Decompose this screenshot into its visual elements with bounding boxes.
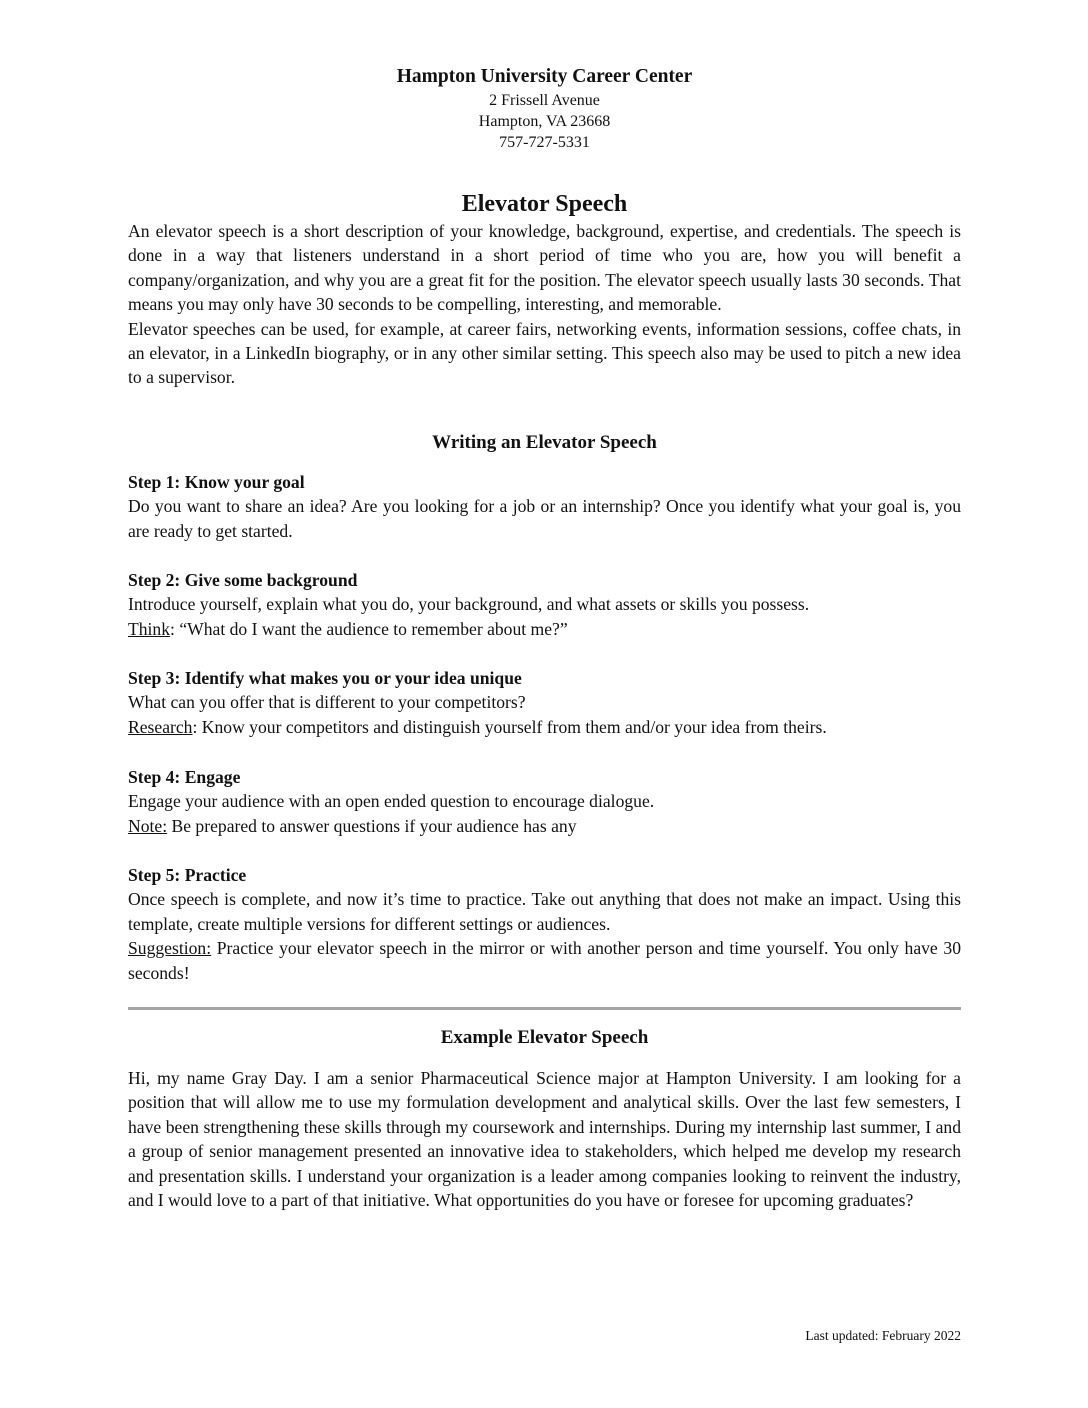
note-label: Note: [128,815,168,836]
step-3 [128,666,961,739]
example-speech-body: Hi, my name Gray Day. I am a senior Pharmaceutical Science major at Hampton University. I am looking for a position that will allow me to use my formulation development and analytical skills. Over the last few semesters, I have been strengthening these skills through my coursework and internships. During my internship last summer, I and a group of senior management presented an innovative idea to stakeholders, which helped me develop my research and presentation skills. I understand your organization is a leader among companies looking to reinvent the industry, and I would love to a part of that initiative. What opportunities do you have or foresee for upcoming graduates? [128,1068,961,1211]
note-text: Practice your elevator speech in the mirror or with another person and time yourself. You only have 30 seconds! [128,938,961,983]
last-updated-footer: Last updated: February 2022 [805,1328,961,1343]
step-title: Step 1: Know your goal [128,472,305,492]
step-note [128,715,961,739]
step-title: Step 2: Give some background [128,570,358,590]
step-number: Step 3 [128,668,175,688]
step-5 [128,863,961,985]
step-body: Engage your audience with an open ended question to encourage dialogue. [128,791,655,812]
intro-paragraph-1: An elevator speech is a short description of your knowledge, background, expertise, and credentials. The speech is done in a way that listeners understand in a short period of time who you are, how you will benefit a company/organization, and why you are a great fit for the position. The elevator speech usually lasts 30 seconds. That means you may only have 30 seconds to be compelling, interesting, and memorable. [128,221,961,315]
example-section-heading: Example Elevator Speech [440,1027,649,1048]
step-body: Do you want to share an idea? Are you looking for a job or an internship? Once you identify what your goal is, you are ready to get started. [128,496,961,541]
writing-section-heading: Writing an Elevator Speech [432,432,657,453]
org-name: Hampton University Career Center [396,66,693,87]
note-text: : Know your competitors and distinguish yourself from them and/or your idea from theirs. [192,716,827,737]
step-body: What can you offer that is different to your competitors? [128,692,526,713]
intro-section [128,219,961,390]
step-title [128,666,961,690]
note-label: Suggestion: [128,938,212,959]
horizontal-divider [128,1007,961,1010]
step-note [128,617,961,641]
step-note [128,814,961,838]
step-body: Once speech is complete, and now it’s time to practice. Take out anything that does not make an impact. Using this template, create multiple versions for different settings or audiences. [128,889,961,934]
step-title: Step 5: Practice [128,865,247,885]
step-title: Step 4: Engage [128,767,241,787]
note-label: Research [128,716,193,737]
letterhead [128,64,961,153]
step-note [128,936,961,985]
step-body: Introduce yourself, explain what you do, your background, and what assets or skills you possess. [128,594,810,615]
note-text: Be prepared to answer questions if your audience has any [167,815,577,836]
step-title-text: : Identify what makes you or your idea unique [174,668,522,688]
note-label: Think [128,618,171,639]
step-1 [128,470,961,543]
phone-number: 757-727-5331 [499,134,590,151]
step-2 [128,568,961,641]
example-speech [128,1066,961,1212]
document-title: Elevator Speech [461,191,628,217]
note-text: : “What do I want the audience to remember about me?” [170,618,568,639]
step-4 [128,765,961,838]
address-street: 2 Frissell Avenue [489,92,600,109]
address-city: Hampton, VA 23668 [478,113,611,130]
intro-paragraph-2: Elevator speeches can be used, for example, at career fairs, networking events, information sessions, coffee chats, in an elevator, in a LinkedIn biography, or in any other similar setting. This speech also may be used to pitch a new idea to a supervisor. [128,318,961,388]
